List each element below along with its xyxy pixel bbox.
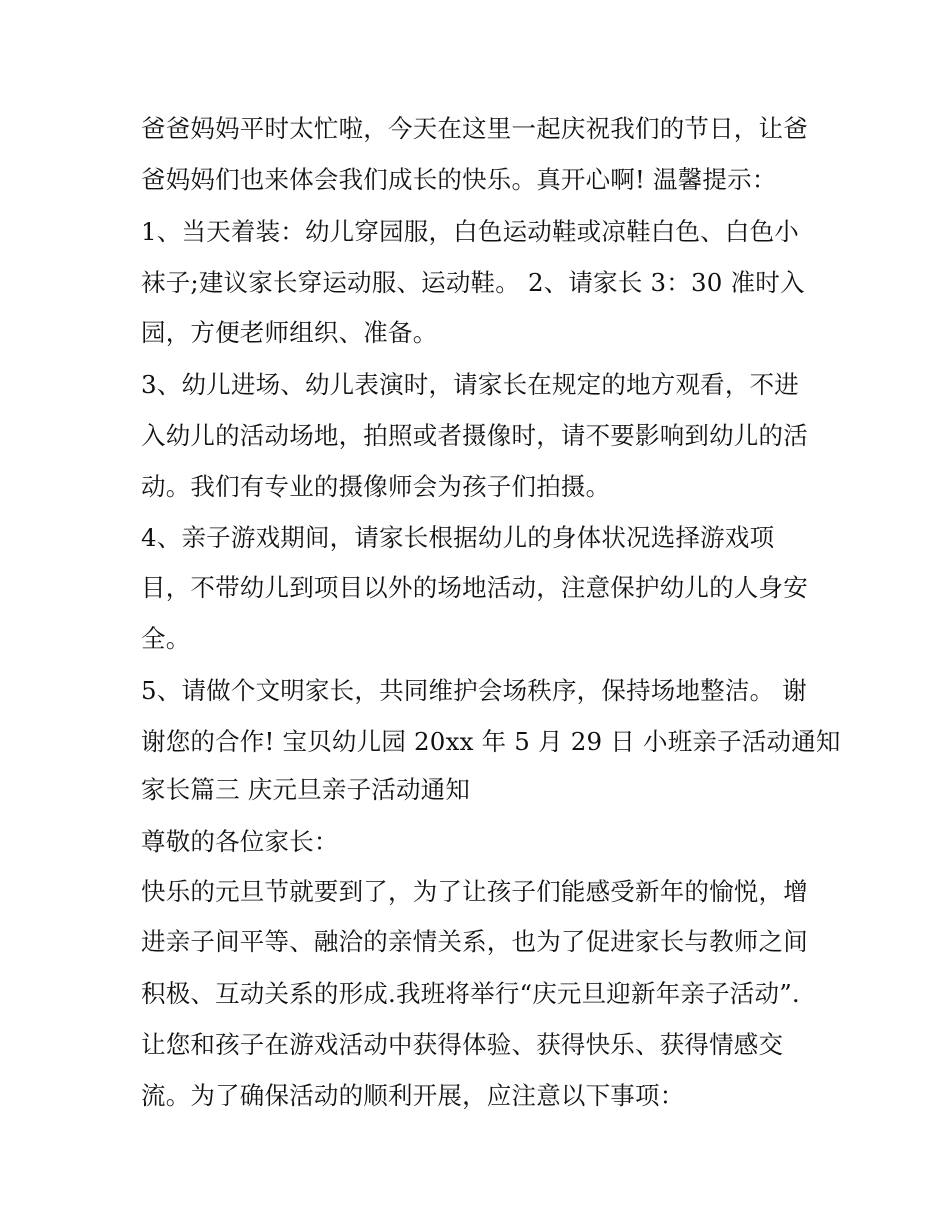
text-line: 5、请做个文明家长，共同维护会场秩序，保持场地整洁。 谢 — [141, 676, 807, 705]
text-line: 全。 — [141, 624, 191, 653]
text-line: 动。我们有专业的摄像师会为孩子们拍摄。 — [141, 472, 611, 501]
text-line: 袜子;建议家长穿运动服、运动鞋。 2、请家长 3：30 准时入 — [141, 268, 805, 297]
text-line: 快乐的元旦节就要到了，为了让孩子们能感受新年的愉悦，增 — [141, 877, 808, 906]
text-line: 目，不带幼儿到项目以外的场地活动，注意保护幼儿的人身安 — [141, 573, 808, 602]
text-line: 爸妈妈们也来体会我们成长的快乐。真开心啊! 温馨提示： — [141, 165, 777, 194]
text-line: 让您和孩子在游戏活动中获得体验、获得快乐、获得情感交 — [141, 1030, 784, 1059]
text-line: 爸爸妈妈平时太忙啦，今天在这里一起庆祝我们的节日，让爸 — [141, 114, 808, 143]
text-line: 家长篇三 庆元旦亲子活动通知 — [141, 775, 471, 804]
text-line: 4、亲子游戏期间，请家长根据幼儿的身体状况选择游戏项 — [141, 523, 775, 552]
text-line: 积极、互动关系的形成.我班将举行“庆元旦迎新年亲子活动”. — [141, 979, 800, 1008]
text-line: 3、幼儿进场、幼儿表演时，请家长在规定的地方观看，不进 — [141, 370, 799, 399]
text-line: 流。为了确保活动的顺利开展，应注意以下事项： — [141, 1081, 685, 1110]
text-line: 谢您的合作! 宝贝幼儿园 20xx 年 5 月 29 日 小班亲子活动通知 — [141, 727, 841, 756]
text-line: 进亲子间平等、融洽的亲情关系，也为了促进家长与教师之间 — [141, 927, 808, 956]
text-line: 尊敬的各位家长： — [141, 827, 339, 856]
text-line: 园，方便老师组织、准备。 — [141, 318, 438, 347]
text-line: 入幼儿的活动场地，拍照或者摄像时，请不要影响到幼儿的活 — [141, 421, 808, 450]
text-line: 1、当天着装：幼儿穿园服，白色运动鞋或凉鞋白色、白色小 — [141, 217, 799, 246]
